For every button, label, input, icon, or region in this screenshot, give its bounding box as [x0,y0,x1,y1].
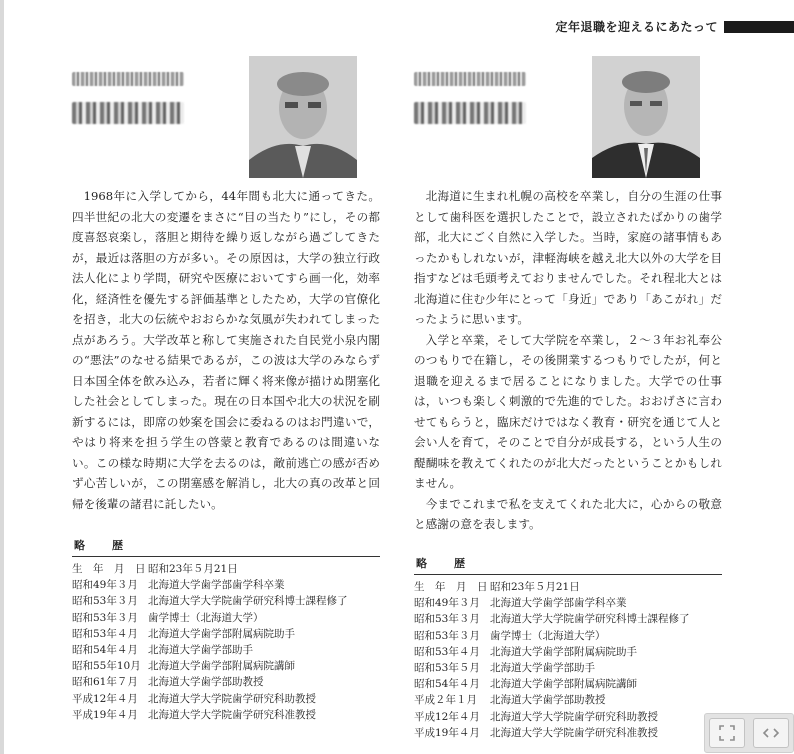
right-paragraph: 北海道に生まれ札幌の高校を卒業し，自分の生涯の仕事として歯科医を選択したことで，設立されたばかりの歯学部，北大にごく自然に入学した。当時，家庭の諸事情もあったかもしれないが，津軽海峡を越え北大以外の大学を目指すなどは毛頭考えておりませんでした。それ程北大とは北海道に住む少年にとって「身近」であり「あこがれ」だったように思います。 [414,189,722,326]
career-date: 昭和54年４月 [414,678,480,691]
career-date: 平成２年１月 [414,694,477,707]
career-date: 昭和55年10月 [72,660,141,673]
career-row [414,611,722,627]
career-event: 北海道大学歯学部附属病院講師 [490,678,637,691]
right-career-list [414,579,722,741]
page-header-title: 定年退職を迎えるにあたって [555,20,718,34]
career-date: 昭和53年３月 [414,629,480,642]
career-event: 北海道大学大学院歯学研究科准教授 [148,708,316,721]
career-event: 昭和23年５月21日 [490,581,580,593]
career-date: 平成19年４月 [72,708,138,721]
fullscreen-button[interactable] [709,718,745,748]
career-event: 北海道大学歯学部歯学科卒業 [490,597,627,610]
career-event: 北海道大学歯学部助教授 [148,676,264,689]
career-event: 歯学博士（北海道大学） [148,611,264,624]
left-career-list [72,561,380,723]
right-career-section [414,555,722,741]
career-date: 平成19年４月 [414,726,480,739]
career-event: 北海道大学歯学部歯学科卒業 [148,579,285,592]
career-row [72,658,380,674]
page-nav-button[interactable] [753,718,789,748]
career-row [72,691,380,707]
right-name-redacted-text [414,102,526,124]
left-name-redacted [72,72,184,124]
career-date: 昭和49年３月 [414,597,480,610]
right-name-redacted [414,72,526,124]
career-event: 歯学博士（北海道大学） [490,629,606,642]
career-date: 昭和53年３月 [72,611,138,624]
right-paragraph: 今までこれまで私を支えてくれた北大に，心からの敬意と感謝の意を表します。 [414,496,722,531]
career-row [72,610,380,626]
career-row [72,561,380,577]
career-event: 北海道大学大学院歯学研究科助教授 [148,692,316,705]
header-bar [724,21,794,33]
career-event: 北海道大学大学院歯学研究科博士課程修了 [490,613,690,626]
right-portrait-photo [592,56,700,178]
career-event: 北海道大学大学院歯学研究科助教授 [490,710,658,723]
career-row [414,725,722,741]
career-event: 北海道大学歯学部助手 [490,662,595,675]
left-name-redacted-text [72,102,184,124]
career-date: 昭和49年３月 [72,579,138,592]
career-row [72,577,380,593]
career-date: 昭和53年４月 [414,645,480,658]
career-date: 生 年 月 日 [72,563,146,575]
left-portrait-photo [249,56,357,178]
career-date: 昭和53年３月 [72,595,138,608]
career-event: 北海道大学歯学部助教授 [490,694,606,707]
career-row [414,692,722,708]
career-date: 平成12年４月 [72,692,138,705]
page-edge [0,0,4,754]
career-date: 昭和54年４月 [72,644,138,657]
career-row [72,626,380,642]
career-row [72,593,380,609]
left-career-title: 略 歴 [72,537,380,557]
right-career-title: 略 歴 [414,555,722,575]
career-event: 北海道大学大学院歯学研究科准教授 [490,726,658,739]
left-body-text: 1968年に入学してから，44年間も北大に通ってきた。四半世紀の北大の変遷をまさに“目の当たり”にし，その都度喜怒哀楽し，落胆と期待を繰り返しながら過ごしてきたが，最近は落胆の方が多い。その原因は，大学の独立行政法人化により学問，研究や医療においてすら画一化，効率化，経済性を優先する評価基準としたため，大学の官僚化を招き，北大の伝統やおおらかな気風が失われてしまった点があろう。大学改革と称して実施された自民党小泉内閣の“悪法”のなせる結果であるが，この波は大学のみならず日本国全体を飲み込み，若者に輝く将来像が描けぬ閉塞化した社会としてしまった。現在の日本国や北大の状況を刷新するには，即席の妙案を国会に委ねるのはお門違いで，やはり将来を担う学生の啓蒙と教育であるのは間違いない。この様な時期に大学を去るのは，敵前逃亡の感が否めず心苦しいが，この閉塞感を解消し，北大の真の改革と回帰を後輩の諸君に託したい。 [72,189,380,511]
right-paragraph: 入学と卒業，そして大学院を卒業し，２～３年お礼奉公のつもりで在籍し，その後開業するつもりでしたが，何と退職を迎えるまで居ることになりました。大学での仕事は，いつも楽しく刺激的で先進的でした。おおげさに言わせてもらうと，臨床だけではなく教育・研究を通じて人と会い人を育て，そのことで自分が成長する，という人生の醍醐味を教えてくれたのが北大だったということかもしれません。 [414,332,722,490]
career-event: 昭和23年５月21日 [148,563,238,575]
left-affiliation-redacted [72,72,184,86]
career-date: 平成12年４月 [414,710,480,723]
fullscreen-icon [719,725,735,741]
career-row [414,676,722,692]
career-event: 北海道大学歯学部助手 [148,644,253,657]
career-event: 北海道大学歯学部附属病院助手 [490,645,637,658]
career-row [414,644,722,660]
career-row [72,707,380,723]
career-row [414,709,722,725]
career-row [72,674,380,690]
right-body-text [414,186,722,535]
viewer-controls [704,713,794,753]
career-event: 北海道大学歯学部附属病院講師 [148,660,295,673]
career-date: 生 年 月 日 [414,581,488,593]
career-date: 昭和53年３月 [414,613,480,626]
career-event: 北海道大学歯学部附属病院助手 [148,627,295,640]
left-career-section [72,537,380,723]
career-row [414,579,722,595]
career-event: 北海道大学大学院歯学研究科博士課程修了 [148,595,348,608]
career-date: 昭和61年７月 [72,676,138,689]
career-date: 昭和53年４月 [72,627,138,640]
career-row [414,595,722,611]
career-row [414,628,722,644]
career-date: 昭和53年５月 [414,662,480,675]
right-affiliation-redacted [414,72,526,86]
career-row [414,660,722,676]
page-nav-icon [761,726,781,740]
career-row [72,642,380,658]
